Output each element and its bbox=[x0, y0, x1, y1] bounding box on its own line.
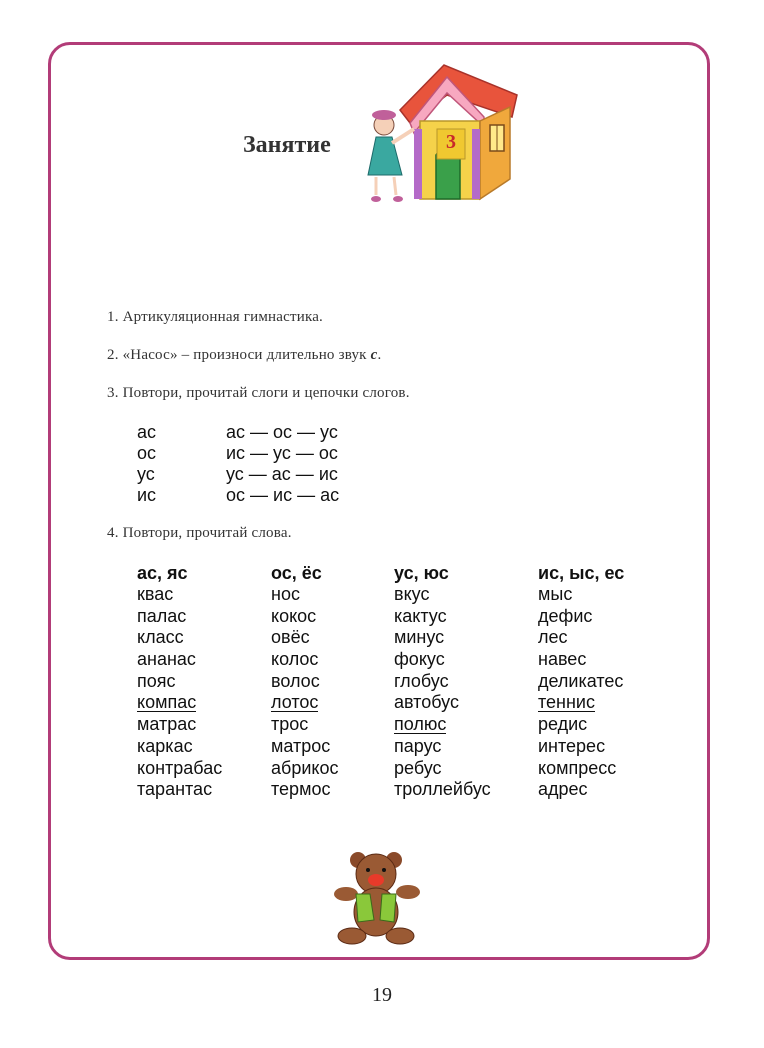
word: абрикос bbox=[271, 757, 339, 778]
syllable: ос bbox=[137, 443, 157, 463]
word: ребус bbox=[394, 757, 442, 778]
word: компресс bbox=[538, 757, 617, 778]
word: матрос bbox=[271, 735, 331, 756]
syllables-list bbox=[137, 422, 156, 506]
word-column-is bbox=[538, 562, 624, 801]
syllable: ус bbox=[137, 464, 155, 484]
column-header: ус, юс bbox=[394, 563, 449, 583]
word: класс bbox=[137, 627, 184, 648]
word: парус bbox=[394, 735, 442, 756]
word: колос bbox=[271, 649, 319, 670]
word: термос bbox=[271, 779, 331, 800]
word: кактус bbox=[394, 605, 447, 626]
word: троллейбус bbox=[394, 779, 491, 800]
word: нос bbox=[271, 584, 300, 604]
column-header: ис, ыс, ес bbox=[538, 563, 625, 583]
word: дефис bbox=[538, 605, 593, 626]
task-4: 4. Повтори, прочитай слова. bbox=[107, 525, 292, 541]
word: палас bbox=[137, 605, 187, 626]
word: ананас bbox=[137, 649, 196, 670]
word: интерес bbox=[538, 735, 606, 756]
word: трос bbox=[271, 714, 309, 735]
lesson-number: 3 bbox=[446, 131, 456, 153]
word: вкус bbox=[394, 584, 430, 604]
word: каркас bbox=[137, 735, 193, 756]
column-header: ос, ёс bbox=[271, 563, 322, 583]
word: навес bbox=[538, 649, 587, 670]
chain: ис — ус — ос bbox=[226, 443, 338, 463]
word: кокос bbox=[271, 605, 317, 626]
column-header: ас, яс bbox=[137, 563, 188, 583]
task-1: 1. Артикуляционная гимнастика. bbox=[107, 309, 324, 325]
word: овёс bbox=[271, 627, 310, 648]
syllable-chains bbox=[226, 422, 339, 506]
word: матрас bbox=[137, 714, 197, 735]
lesson-title: Занятие bbox=[243, 132, 331, 158]
word: контрабас bbox=[137, 757, 223, 778]
word: редис bbox=[538, 714, 588, 735]
word: пояс bbox=[137, 670, 176, 691]
word: минус bbox=[394, 627, 445, 648]
word: адрес bbox=[538, 779, 588, 800]
underlined-word: теннис bbox=[538, 692, 595, 713]
word: фокус bbox=[394, 649, 445, 670]
chain: ус — ас — ис bbox=[226, 464, 338, 484]
word bbox=[538, 692, 624, 714]
word-column-os bbox=[271, 562, 338, 801]
task-2: 2. «Насос» – произноси длительно звук с. bbox=[107, 347, 382, 363]
word: тарантас bbox=[137, 779, 213, 800]
word bbox=[137, 692, 222, 714]
page-number: 19 bbox=[372, 984, 392, 1006]
underlined-word: компас bbox=[137, 692, 197, 713]
word: лес bbox=[538, 627, 568, 648]
word-column-as bbox=[137, 562, 222, 801]
syllable: ас bbox=[137, 422, 157, 442]
underlined-word: лотос bbox=[271, 692, 319, 713]
word: мыс bbox=[538, 584, 573, 604]
word-column-us bbox=[394, 562, 491, 801]
word: глобус bbox=[394, 670, 449, 691]
word bbox=[271, 692, 338, 714]
word bbox=[394, 714, 491, 736]
word: деликатес bbox=[538, 670, 624, 691]
teddy-bear-illustration bbox=[330, 848, 430, 948]
word: автобус bbox=[394, 692, 459, 713]
chain: ос — ис — ас bbox=[226, 485, 340, 505]
task-3: 3. Повтори, прочитай слоги и цепочки слогов. bbox=[107, 385, 410, 401]
word: квас bbox=[137, 584, 174, 604]
word: волос bbox=[271, 670, 320, 691]
syllable: ис bbox=[137, 485, 157, 505]
underlined-word: полюс bbox=[394, 714, 447, 735]
chain: ас — ос — ус bbox=[226, 422, 338, 442]
